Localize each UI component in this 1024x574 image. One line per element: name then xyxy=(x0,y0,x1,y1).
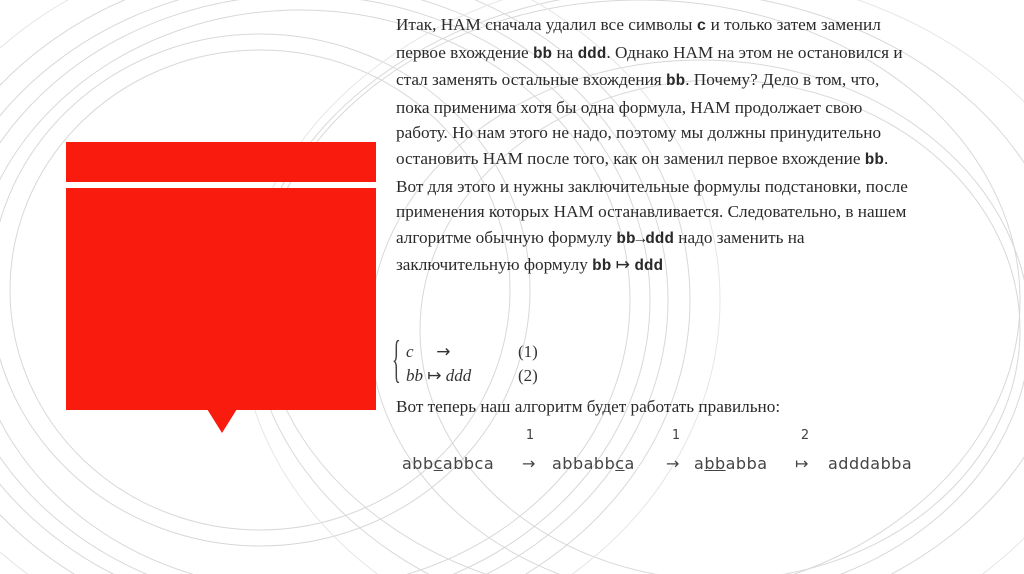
conclusion-text: Вот теперь наш алгоритм будет работать правильно: xyxy=(396,397,781,416)
word-part-underlined: bb xyxy=(704,454,726,473)
word-part: a xyxy=(694,454,705,473)
formula-lhs: c xyxy=(406,342,414,361)
word-part: abba xyxy=(725,454,768,473)
step-number: 1 xyxy=(525,428,535,443)
word-part-underlined: c xyxy=(433,454,443,473)
derivation-word xyxy=(828,452,912,476)
code-symbol: bb xyxy=(665,72,686,91)
arrow-icon: → xyxy=(522,454,536,473)
text-segment: . Вот для этого и нужны заключительные формулы подстановки, после применения которых НАМ останавливается. Следовательно, в нашем алгоритме обычную формулу xyxy=(396,148,908,247)
word-part: a xyxy=(624,454,635,473)
formula-system xyxy=(392,331,562,392)
code-symbol: ddd xyxy=(634,257,664,276)
text-segment: на xyxy=(552,42,578,62)
text-segment: надо заменить на заключительную формулу xyxy=(396,227,805,275)
step-number: 2 xyxy=(800,428,810,443)
word-part-underlined: c xyxy=(615,454,625,473)
formula-lhs: bb xyxy=(406,366,423,385)
text-segment: . Однако НАМ на этом не остановился и стал заменять остальные вхождения xyxy=(396,42,903,90)
arrow-icon: → xyxy=(666,454,680,473)
accent-pointer xyxy=(207,409,237,433)
text-segment: и только затем заменил первое вхождение xyxy=(396,15,881,62)
accent-box xyxy=(66,188,376,410)
code-formula: bb→ddd xyxy=(616,229,674,248)
formula-row xyxy=(406,340,538,364)
code-symbol: ddd xyxy=(577,44,607,63)
formula-number: (1) xyxy=(518,342,538,361)
word-part: abbca xyxy=(442,454,495,473)
main-paragraph xyxy=(396,12,916,280)
code-symbol: bb xyxy=(592,257,612,276)
final-arrow-icon: ↦ xyxy=(615,255,631,276)
brace-icon: { xyxy=(392,331,401,388)
text-segment: Итак, НАМ сначала удалил все символы xyxy=(396,15,697,34)
formula-number: (2) xyxy=(518,366,538,385)
formula-arrow: → xyxy=(436,342,451,362)
derivation-word xyxy=(402,452,494,476)
word-part: abb xyxy=(402,454,434,473)
text-segment: . Почему? Дело в том, что, пока применима хотя бы одна формула, НАМ продолжает свою работу. Но нам этого не надо, поэтому мы должны принудительно остановить НАМ после того, как он заменил первое вхождение xyxy=(396,70,882,168)
code-symbol: bb xyxy=(532,44,553,63)
formula-arrow: ↦ xyxy=(427,366,442,386)
word-part: abbabb xyxy=(552,454,616,473)
formula-rhs: ddd xyxy=(445,366,472,385)
derivation-word xyxy=(552,452,635,476)
derivation-chain xyxy=(400,428,940,478)
derivation-word xyxy=(694,452,768,476)
body-text xyxy=(396,12,916,280)
code-symbol: c xyxy=(696,17,707,35)
accent-strip xyxy=(66,142,376,182)
final-arrow-icon: ↦ xyxy=(795,454,809,473)
formula-row xyxy=(406,364,538,388)
word-part: adddabba xyxy=(828,454,913,473)
step-number: 1 xyxy=(671,428,681,443)
code-symbol: bb xyxy=(864,150,884,169)
